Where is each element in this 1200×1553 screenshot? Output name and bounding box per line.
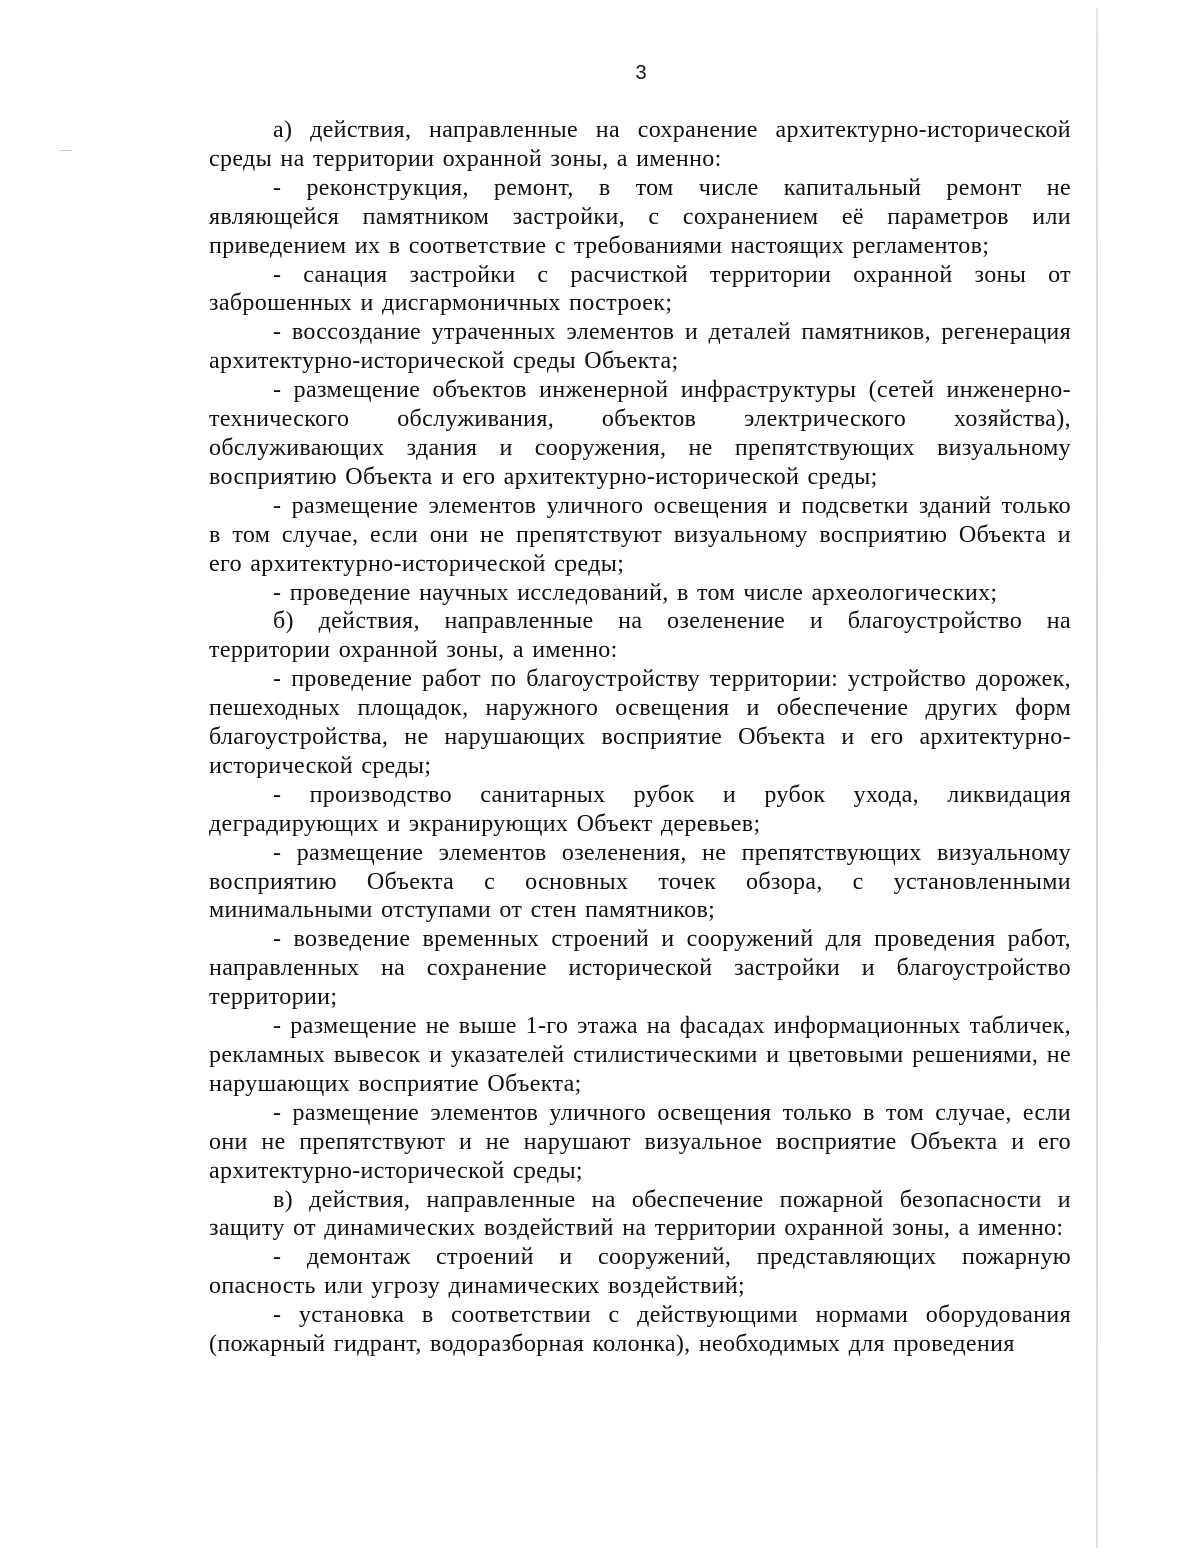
paragraph-b-heading: б) действия, направленные на озеленение и благоустройство на территории охранной зоны, а именно:	[209, 608, 1071, 664]
scan-mark	[60, 150, 72, 151]
list-item-lighting-elements: - размещение элементов уличного освещения только в том случае, если они не препятствуют и не нарушают визуальное восприятие Объекта и его архитектурно-исторической среды;	[209, 1099, 1071, 1184]
paragraph-c-heading: в) действия, направленные на обеспечение пожарной безопасности и защиту от динамических воздействий на территории охранной зоны, а именно:	[209, 1186, 1071, 1242]
document-body	[209, 116, 1071, 1359]
list-item-reconstruction: - реконструкция, ремонт, в том числе капитальный ремонт не являющейся памятником застройки, с сохранением её параметров или приведением их в соответствие с требованиями настоящих регламентов;	[209, 174, 1071, 259]
list-item-infrastructure: - размещение объектов инженерной инфраструктуры (сетей инженерно-технического обслуживания, объектов электрического хозяйства), обслуживающих здания и сооружения, не препятствующих визуальному восприятию Объекта и его архитектурно-исторической среды;	[209, 377, 1071, 490]
list-item-landscaping-works: - проведение работ по благоустройству территории: устройство дорожек, пешеходных площадок, наружного освещения и обеспечение других форм благоустройства, не нарушающих восприятие Объекта и его архитектурно-исторической среды;	[209, 666, 1071, 779]
page-number: 3	[635, 62, 647, 84]
list-item-temporary-structures: - возведение временных строений и сооружений для проведения работ, направленных на сохранение исторической застройки и благоустройство территории;	[209, 926, 1071, 1011]
list-item-street-lighting: - размещение элементов уличного освещения и подсветки зданий только в том случае, если они не препятствуют визуальному восприятию Объекта и его архитектурно-исторической среды;	[209, 492, 1071, 577]
list-item-sanitary-felling: - производство санитарных рубок и рубок ухода, ликвидация деградирующих и экранирующих Объект деревьев;	[209, 781, 1071, 837]
list-item-demolition: - демонтаж строений и сооружений, представляющих пожарную опасность или угрозу динамических воздействий;	[209, 1244, 1071, 1300]
list-item-sanitation: - санация застройки с расчисткой территории охранной зоны от заброшенных и дисгармоничных построек;	[209, 261, 1071, 317]
paragraph-a-heading: а) действия, направленные на сохранение архитектурно-исторической среды на территории охранной зоны, а именно:	[209, 117, 1071, 172]
list-item-research: - проведение научных исследований, в том числе археологических;	[273, 579, 998, 606]
list-item-recreation: - воссоздание утраченных элементов и деталей памятников, регенерация архитектурно-исторической среды Объекта;	[209, 319, 1071, 375]
scan-edge-line	[1096, 8, 1098, 1548]
list-item-equipment-installation: - установка в соответствии с действующими нормами оборудования (пожарный гидрант, водоразборная колонка), необходимых для проведения	[209, 1302, 1071, 1358]
list-item-greenery: - размещение элементов озеленения, не препятствующих визуальному восприятию Объекта с основных точек обзора, с установленными минимальными отступами от стен памятников;	[209, 839, 1071, 924]
list-item-signage: - размещение не выше 1-го этажа на фасадах информационных табличек, рекламных вывесок и указателей стилистическими и цветовыми решениями, не нарушающих восприятие Объекта;	[209, 1013, 1071, 1097]
